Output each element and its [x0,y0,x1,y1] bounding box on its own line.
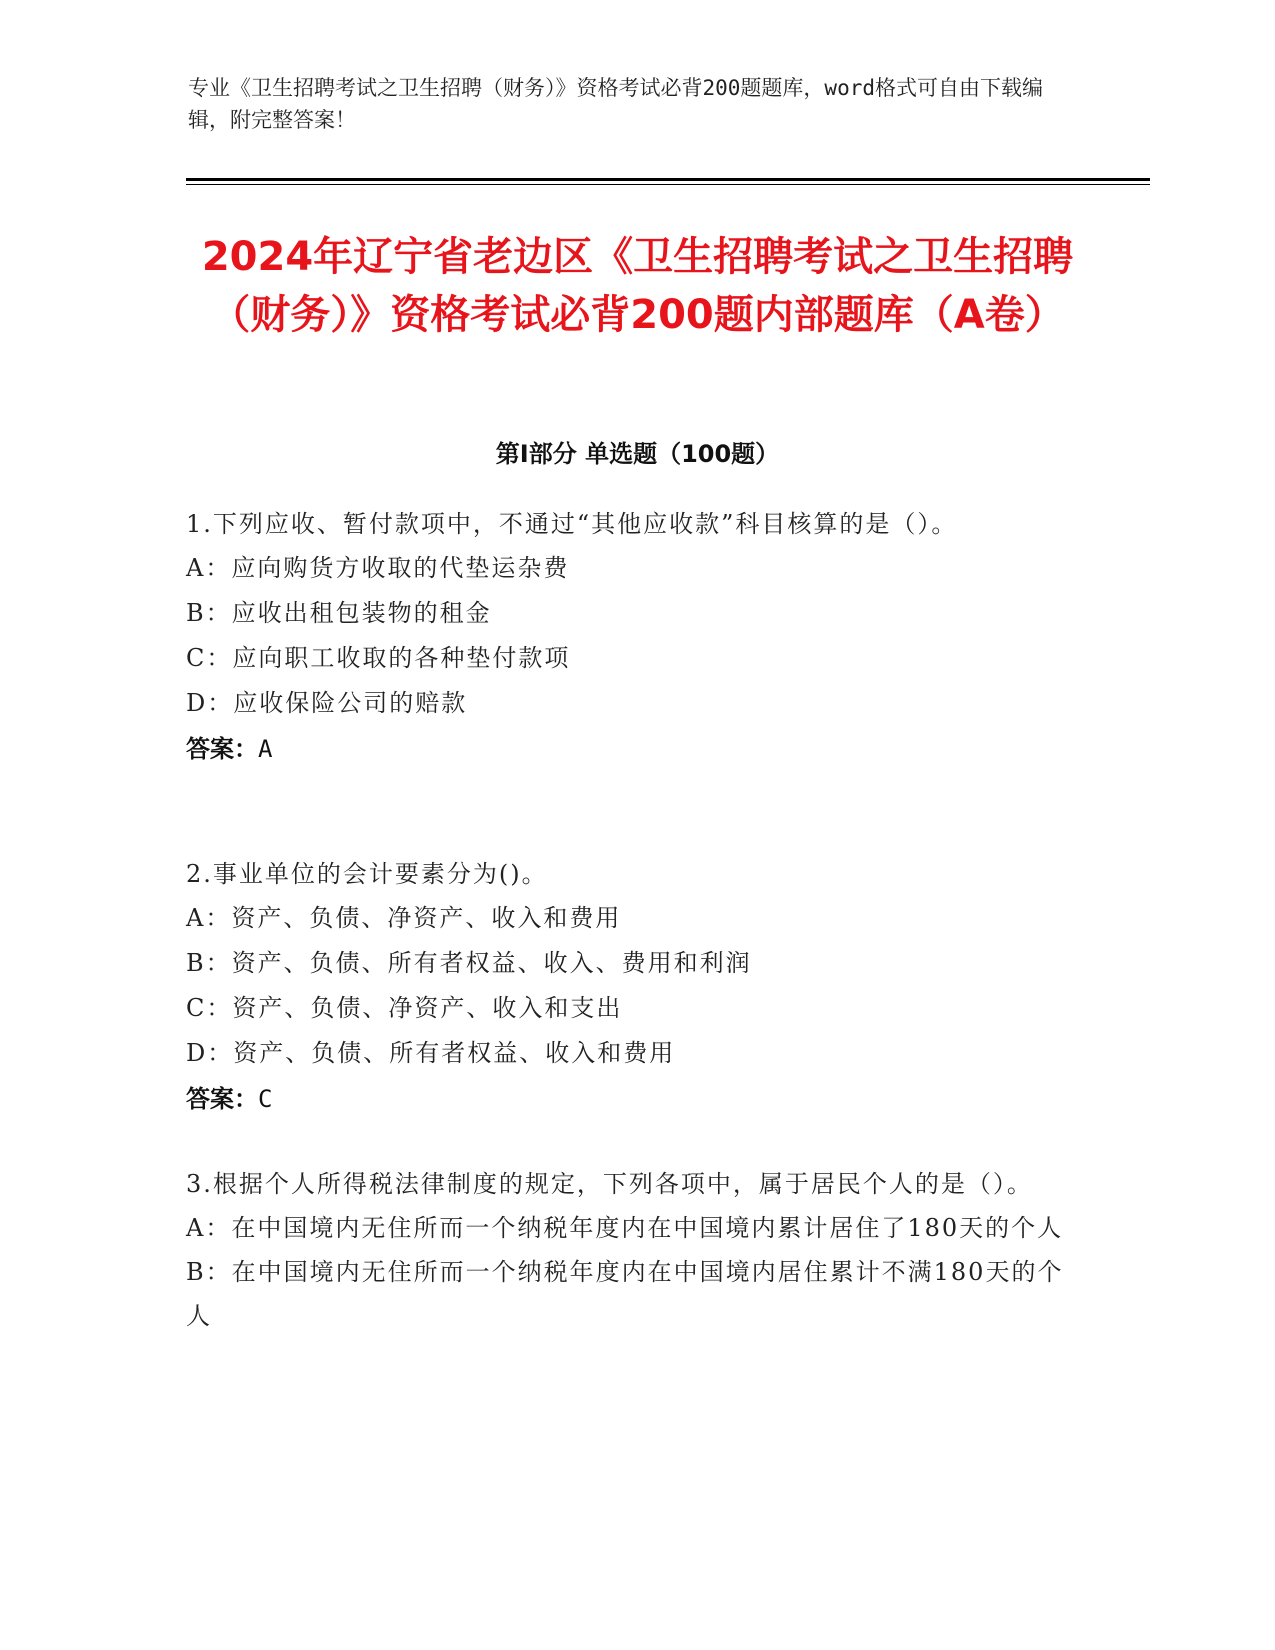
header-divider-thick [186,178,1150,181]
option-c: C：应向职工收取的各种垫付款项 [186,644,571,672]
option-a: A：资产、负债、净资产、收入和费用 [186,904,622,932]
question-stem: 2.事业单位的会计要素分为()。 [186,860,548,888]
option-c: C：资产、负债、净资产、收入和支出 [186,994,623,1022]
answer [186,726,1066,772]
answer-value: C [258,1085,273,1113]
document-title: 2024年辽宁省老边区《卫生招聘考试之卫生招聘（财务）》资格考试必背200题内部题库（A卷） [201,234,1074,338]
option-b: B：在中国境内无住所而一个纳税年度内在中国境内居住累计不满180天的个人 [186,1258,1064,1330]
option-b: B：应收出租包装物的租金 [186,599,492,627]
question-stem: 1.下列应收、暂付款项中，不通过“其他应收款”科目核算的是（）。 [186,510,958,538]
question-3 [186,1162,1066,1338]
option-a: A：应向购货方收取的代垫运杂费 [186,554,570,582]
answer [186,1076,1066,1122]
answer-value: A [258,735,273,763]
answer-label: 答案： [186,735,258,763]
question-2 [186,852,1066,1122]
option-d: D：资产、负债、所有者权益、收入和费用 [186,1039,676,1067]
option-d: D：应收保险公司的赔款 [186,689,468,717]
header-note: 专业《卫生招聘考试之卫生招聘（财务）》资格考试必背200题题库，word格式可自由下载编辑，附完整答案！ [188,76,1043,132]
header-divider-thin [186,184,1150,185]
question-stem: 3.根据个人所得税法律制度的规定，下列各项中，属于居民个人的是（）。 [186,1170,1033,1198]
option-a: A：在中国境内无住所而一个纳税年度内在中国境内累计居住了180天的个人 [186,1214,1064,1242]
answer-label: 答案： [186,1085,258,1113]
section-title: 第Ⅰ部分 单选题（100题） [495,440,780,468]
option-b: B：资产、负债、所有者权益、收入、费用和利润 [186,949,752,977]
question-1 [186,502,1066,772]
